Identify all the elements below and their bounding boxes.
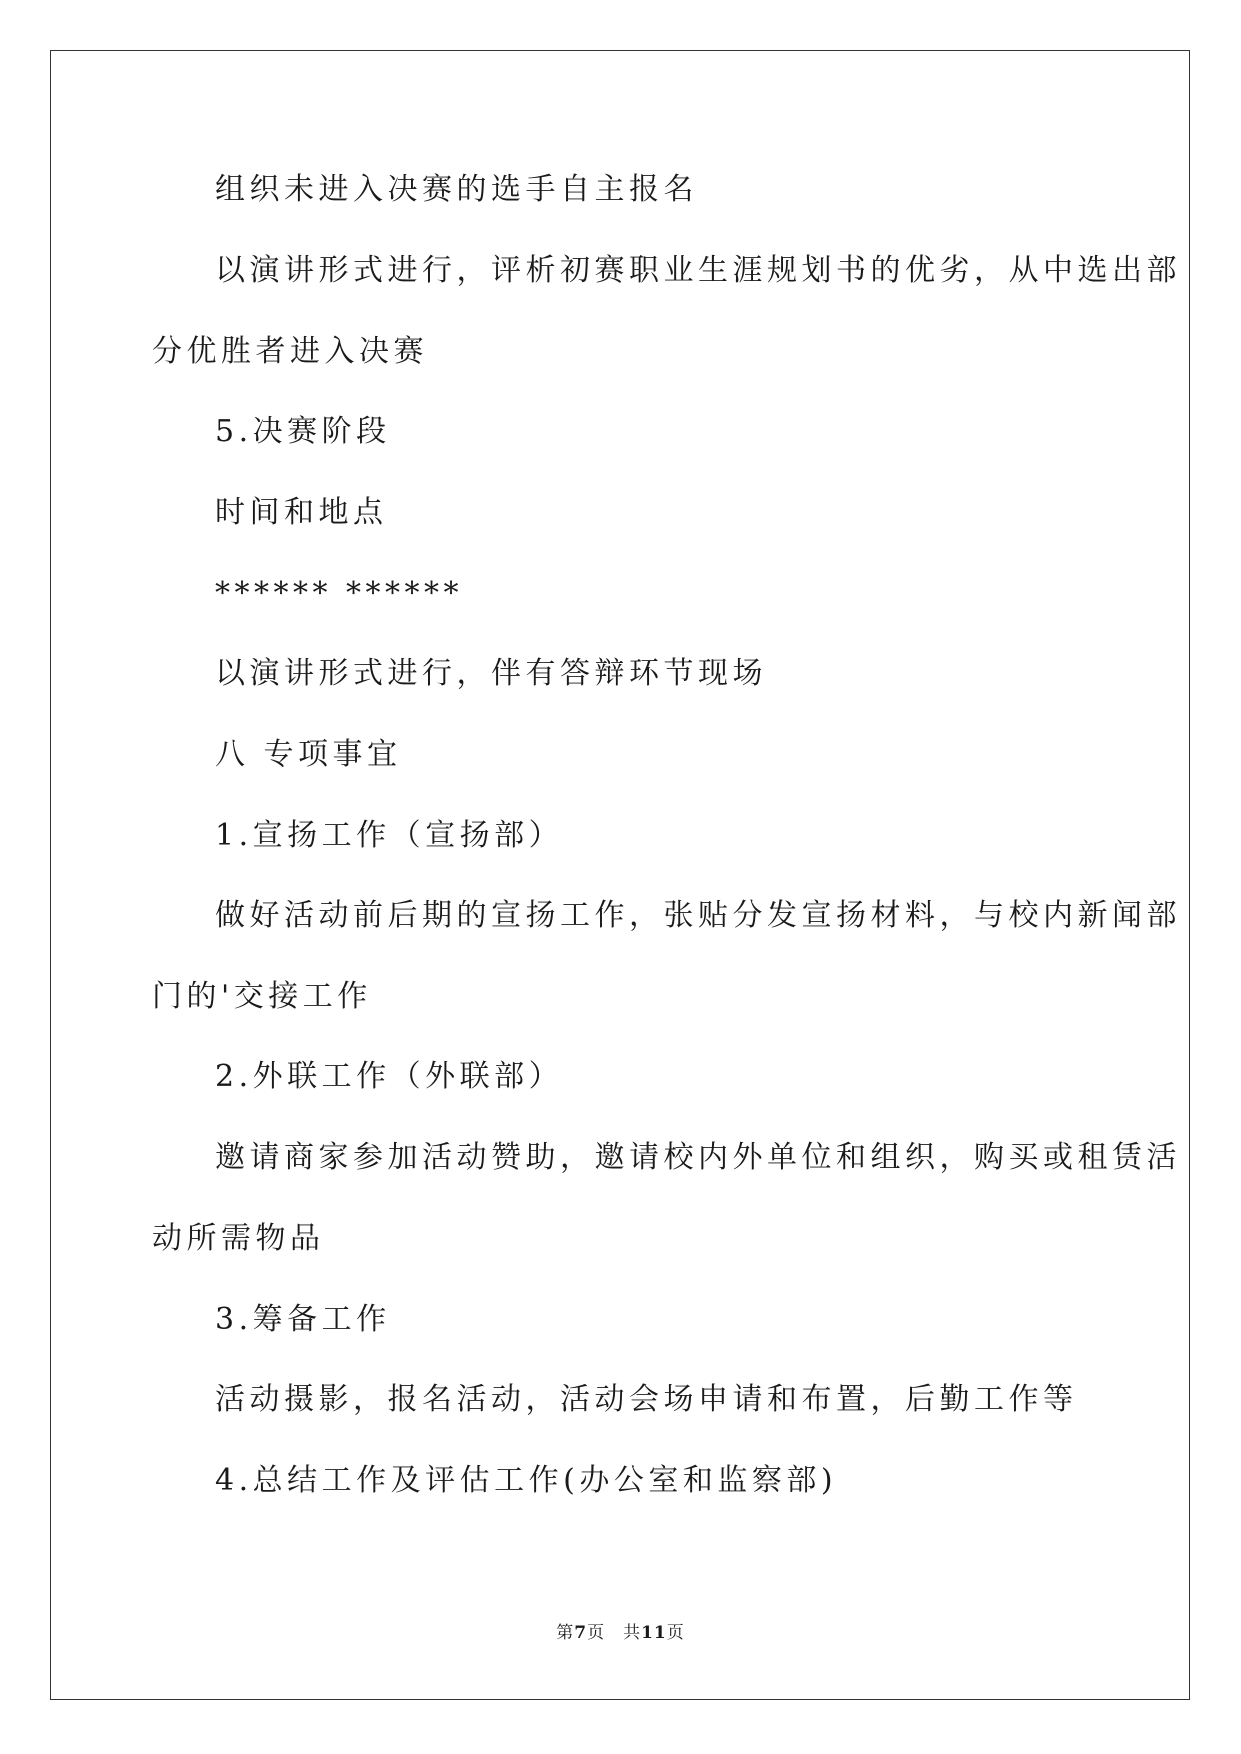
page-footer	[0, 1618, 1241, 1643]
section-heading: 八 专项事宜	[215, 737, 402, 772]
paragraph-line: 以演讲形式进行，评析初赛职业生涯规划书的优劣，从中选出部	[215, 253, 1181, 288]
total-page-number: 11	[641, 1623, 667, 1643]
paragraph-line: 动所需物品	[152, 1221, 325, 1256]
page-number-mid: 页 共	[587, 1623, 642, 1643]
page-border	[50, 50, 1190, 1700]
section-heading: 3.筹备工作	[215, 1302, 391, 1337]
section-heading: 5.决赛阶段	[215, 414, 391, 449]
paragraph-line: 邀请商家参加活动赞助，邀请校内外单位和组织，购买或租赁活	[215, 1140, 1181, 1175]
paragraph-line: 以演讲形式进行，伴有答辩环节现场	[215, 656, 767, 691]
section-heading: 1.宣扬工作（宣扬部）	[215, 818, 564, 853]
paragraph-line: 组织未进入决赛的选手自主报名	[215, 172, 698, 207]
page-number-prefix: 第	[556, 1623, 575, 1643]
section-heading: 4.总结工作及评估工作(办公室和监察部)	[215, 1463, 838, 1498]
paragraph-line: 门的'交接工作	[152, 979, 372, 1014]
paragraph-line: ****** ******	[215, 576, 464, 611]
paragraph-line: 做好活动前后期的宣扬工作，张贴分发宣扬材料，与校内新闻部	[215, 898, 1181, 933]
section-heading: 2.外联工作（外联部）	[215, 1059, 564, 1094]
paragraph-line: 活动摄影，报名活动，活动会场申请和布置，后勤工作等	[215, 1382, 1078, 1417]
current-page-number: 7	[574, 1623, 588, 1643]
page-number-suffix: 页	[666, 1623, 685, 1643]
paragraph-line: 分优胜者进入决赛	[152, 334, 428, 369]
paragraph-line: 时间和地点	[215, 495, 388, 530]
